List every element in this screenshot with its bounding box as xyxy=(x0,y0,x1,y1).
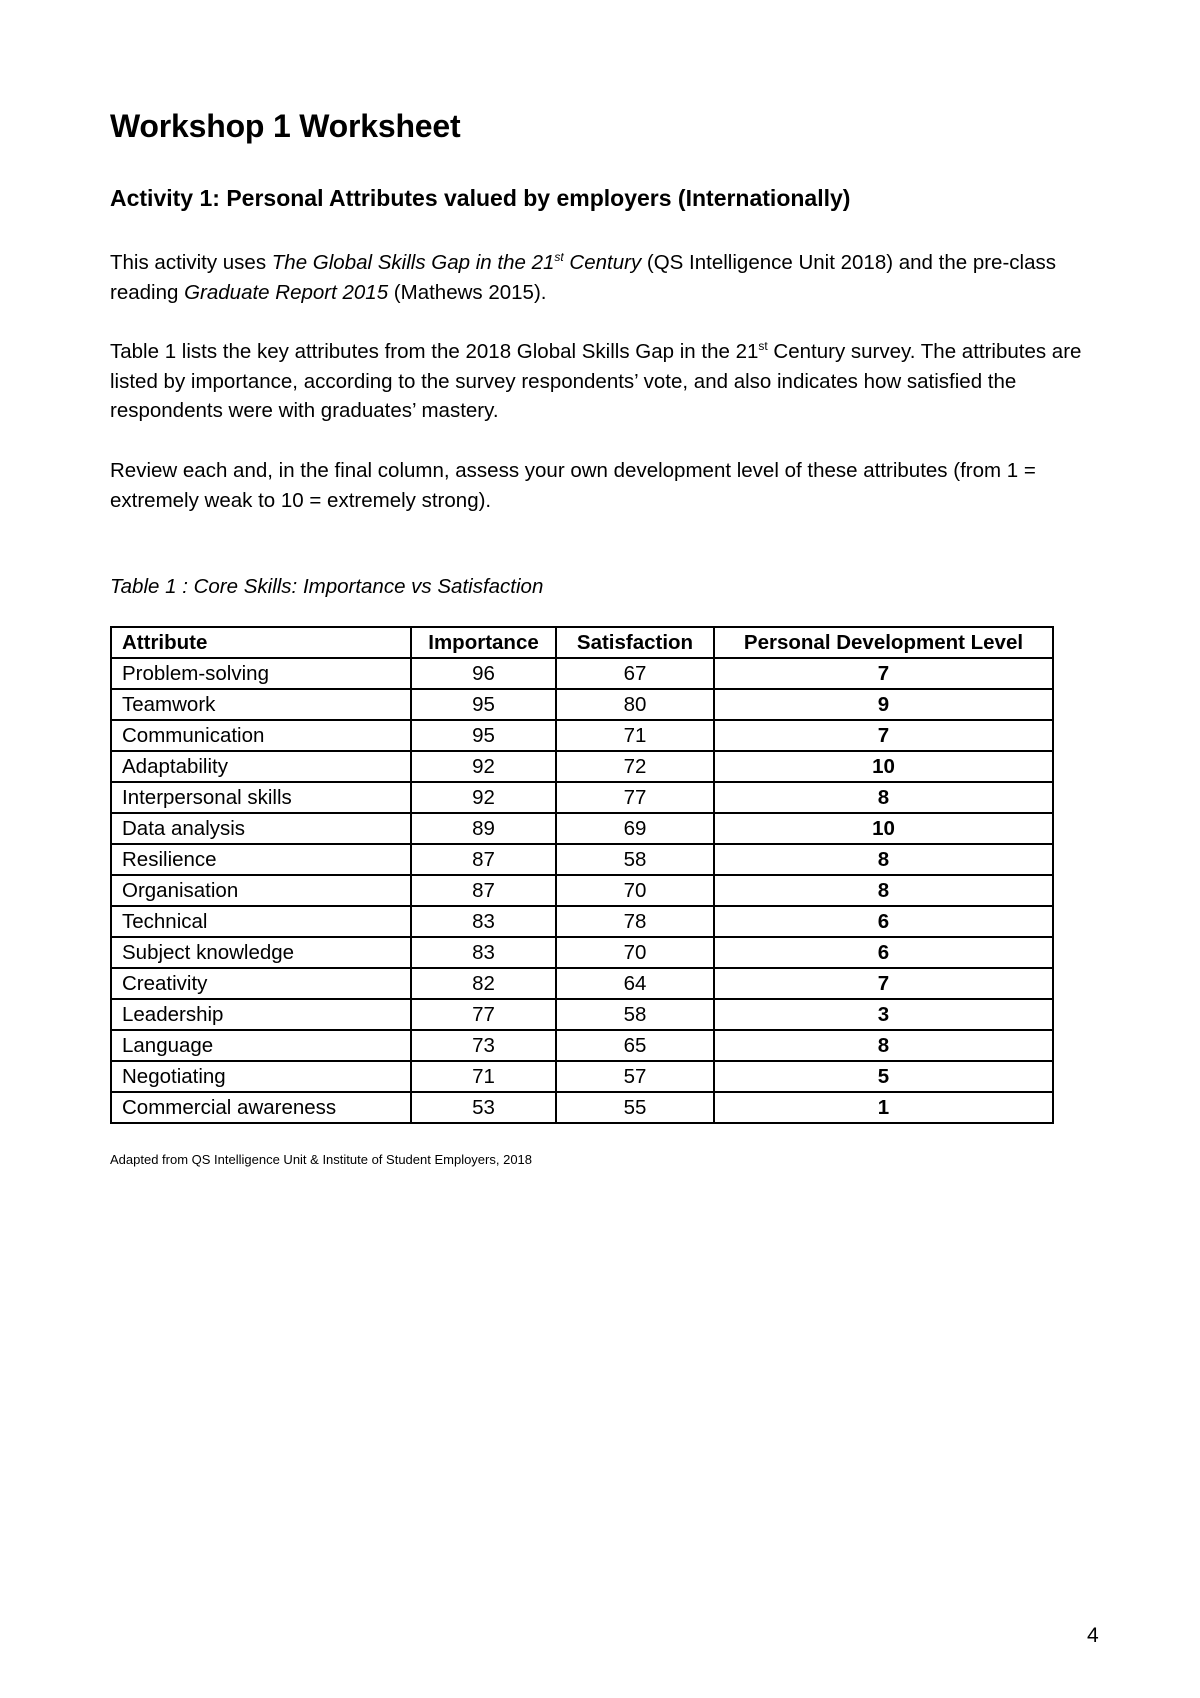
cell-importance: 53 xyxy=(411,1092,556,1123)
cell-satisfaction: 80 xyxy=(556,689,714,720)
cell-importance: 71 xyxy=(411,1061,556,1092)
cell-importance: 73 xyxy=(411,1030,556,1061)
cell-satisfaction: 78 xyxy=(556,906,714,937)
cell-satisfaction: 71 xyxy=(556,720,714,751)
activity-heading: Activity 1: Personal Attributes valued by employers (Internationally) xyxy=(110,185,851,211)
cell-personal-development-level: 3 xyxy=(714,999,1053,1030)
table-row xyxy=(111,751,1053,782)
table-row xyxy=(111,689,1053,720)
cell-importance: 82 xyxy=(411,968,556,999)
cell-satisfaction: 72 xyxy=(556,751,714,782)
table-row xyxy=(111,658,1053,689)
cell-personal-development-level: 7 xyxy=(714,968,1053,999)
header-satisfaction: Satisfaction xyxy=(556,627,714,658)
cell-importance: 92 xyxy=(411,782,556,813)
table-row xyxy=(111,968,1053,999)
core-skills-table xyxy=(110,626,1054,1124)
cell-attribute: Resilience xyxy=(111,844,411,875)
cell-importance: 95 xyxy=(411,720,556,751)
cell-importance: 83 xyxy=(411,906,556,937)
table-row xyxy=(111,720,1053,751)
cell-personal-development-level: 6 xyxy=(714,937,1053,968)
cell-importance: 87 xyxy=(411,844,556,875)
cell-attribute: Interpersonal skills xyxy=(111,782,411,813)
intro-text-2: (QS Intelligence Unit 2018) and the pre-class reading xyxy=(110,251,1056,304)
cell-personal-development-level: 8 xyxy=(714,875,1053,906)
cell-attribute: Leadership xyxy=(111,999,411,1030)
table-row xyxy=(111,813,1053,844)
intro-paragraph xyxy=(110,248,1090,307)
cell-personal-development-level: 7 xyxy=(714,720,1053,751)
cell-personal-development-level: 8 xyxy=(714,782,1053,813)
table-header-row xyxy=(111,627,1053,658)
cell-satisfaction: 77 xyxy=(556,782,714,813)
table-row xyxy=(111,844,1053,875)
cell-satisfaction: 65 xyxy=(556,1030,714,1061)
cell-importance: 96 xyxy=(411,658,556,689)
intro-text-3: (Mathews 2015). xyxy=(388,280,547,304)
reading-title: Graduate Report 2015 xyxy=(184,280,389,304)
cell-satisfaction: 69 xyxy=(556,813,714,844)
page-number: 4 xyxy=(1087,1624,1099,1647)
cell-attribute: Data analysis xyxy=(111,813,411,844)
cell-personal-development-level: 8 xyxy=(714,1030,1053,1061)
table-row xyxy=(111,1092,1053,1123)
cell-satisfaction: 57 xyxy=(556,1061,714,1092)
cell-personal-development-level: 5 xyxy=(714,1061,1053,1092)
table-row xyxy=(111,906,1053,937)
table-row xyxy=(111,1061,1053,1092)
table-row xyxy=(111,782,1053,813)
source-note: Adapted from QS Intelligence Unit & Institute of Student Employers, 2018 xyxy=(110,1152,533,1167)
table-row xyxy=(111,999,1053,1030)
cell-attribute: Commercial awareness xyxy=(111,1092,411,1123)
cell-importance: 89 xyxy=(411,813,556,844)
table-caption: Table 1 : Core Skills: Importance vs Satisfaction xyxy=(110,575,544,598)
cell-attribute: Subject knowledge xyxy=(111,937,411,968)
cell-importance: 92 xyxy=(411,751,556,782)
cell-attribute: Teamwork xyxy=(111,689,411,720)
cell-personal-development-level: 9 xyxy=(714,689,1053,720)
header-importance: Importance xyxy=(411,627,556,658)
cell-importance: 77 xyxy=(411,999,556,1030)
cell-personal-development-level: 1 xyxy=(714,1092,1053,1123)
table-description-paragraph: Table 1 lists the key attributes from the 2018 Global Skills Gap in the 21st Century survey. The attributes are listed by importance, according to the survey respondents’ vote, and also indicates how satisfied the respondents were with graduates’ mastery. xyxy=(110,339,1082,422)
cell-satisfaction: 70 xyxy=(556,937,714,968)
cell-attribute: Adaptability xyxy=(111,751,411,782)
cell-personal-development-level: 8 xyxy=(714,844,1053,875)
cell-satisfaction: 64 xyxy=(556,968,714,999)
cell-attribute: Communication xyxy=(111,720,411,751)
header-attribute: Attribute xyxy=(111,627,411,658)
header-personal-development-level: Personal Development Level xyxy=(714,627,1053,658)
cell-attribute: Problem-solving xyxy=(111,658,411,689)
intro-text-1: This activity uses xyxy=(110,251,272,274)
cell-attribute: Negotiating xyxy=(111,1061,411,1092)
cell-personal-development-level: 10 xyxy=(714,751,1053,782)
cell-satisfaction: 58 xyxy=(556,844,714,875)
cell-satisfaction: 58 xyxy=(556,999,714,1030)
cell-satisfaction: 70 xyxy=(556,875,714,906)
table-row xyxy=(111,937,1053,968)
cell-importance: 87 xyxy=(411,875,556,906)
cell-satisfaction: 55 xyxy=(556,1092,714,1123)
cell-attribute: Language xyxy=(111,1030,411,1061)
page-title: Workshop 1 Worksheet xyxy=(110,108,461,144)
cell-attribute: Organisation xyxy=(111,875,411,906)
table-row xyxy=(111,1030,1053,1061)
cell-importance: 83 xyxy=(411,937,556,968)
cell-attribute: Creativity xyxy=(111,968,411,999)
instructions-paragraph: Review each and, in the final column, assess your own development level of these attributes (from 1 = extremely weak to 10 = extremely strong). xyxy=(110,459,1036,512)
cell-attribute: Technical xyxy=(111,906,411,937)
cell-personal-development-level: 7 xyxy=(714,658,1053,689)
table-row xyxy=(111,875,1053,906)
cell-satisfaction: 67 xyxy=(556,658,714,689)
cell-importance: 95 xyxy=(411,689,556,720)
cell-personal-development-level: 6 xyxy=(714,906,1053,937)
source-title: The Global Skills Gap in the 21st Century xyxy=(271,250,642,274)
cell-personal-development-level: 10 xyxy=(714,813,1053,844)
